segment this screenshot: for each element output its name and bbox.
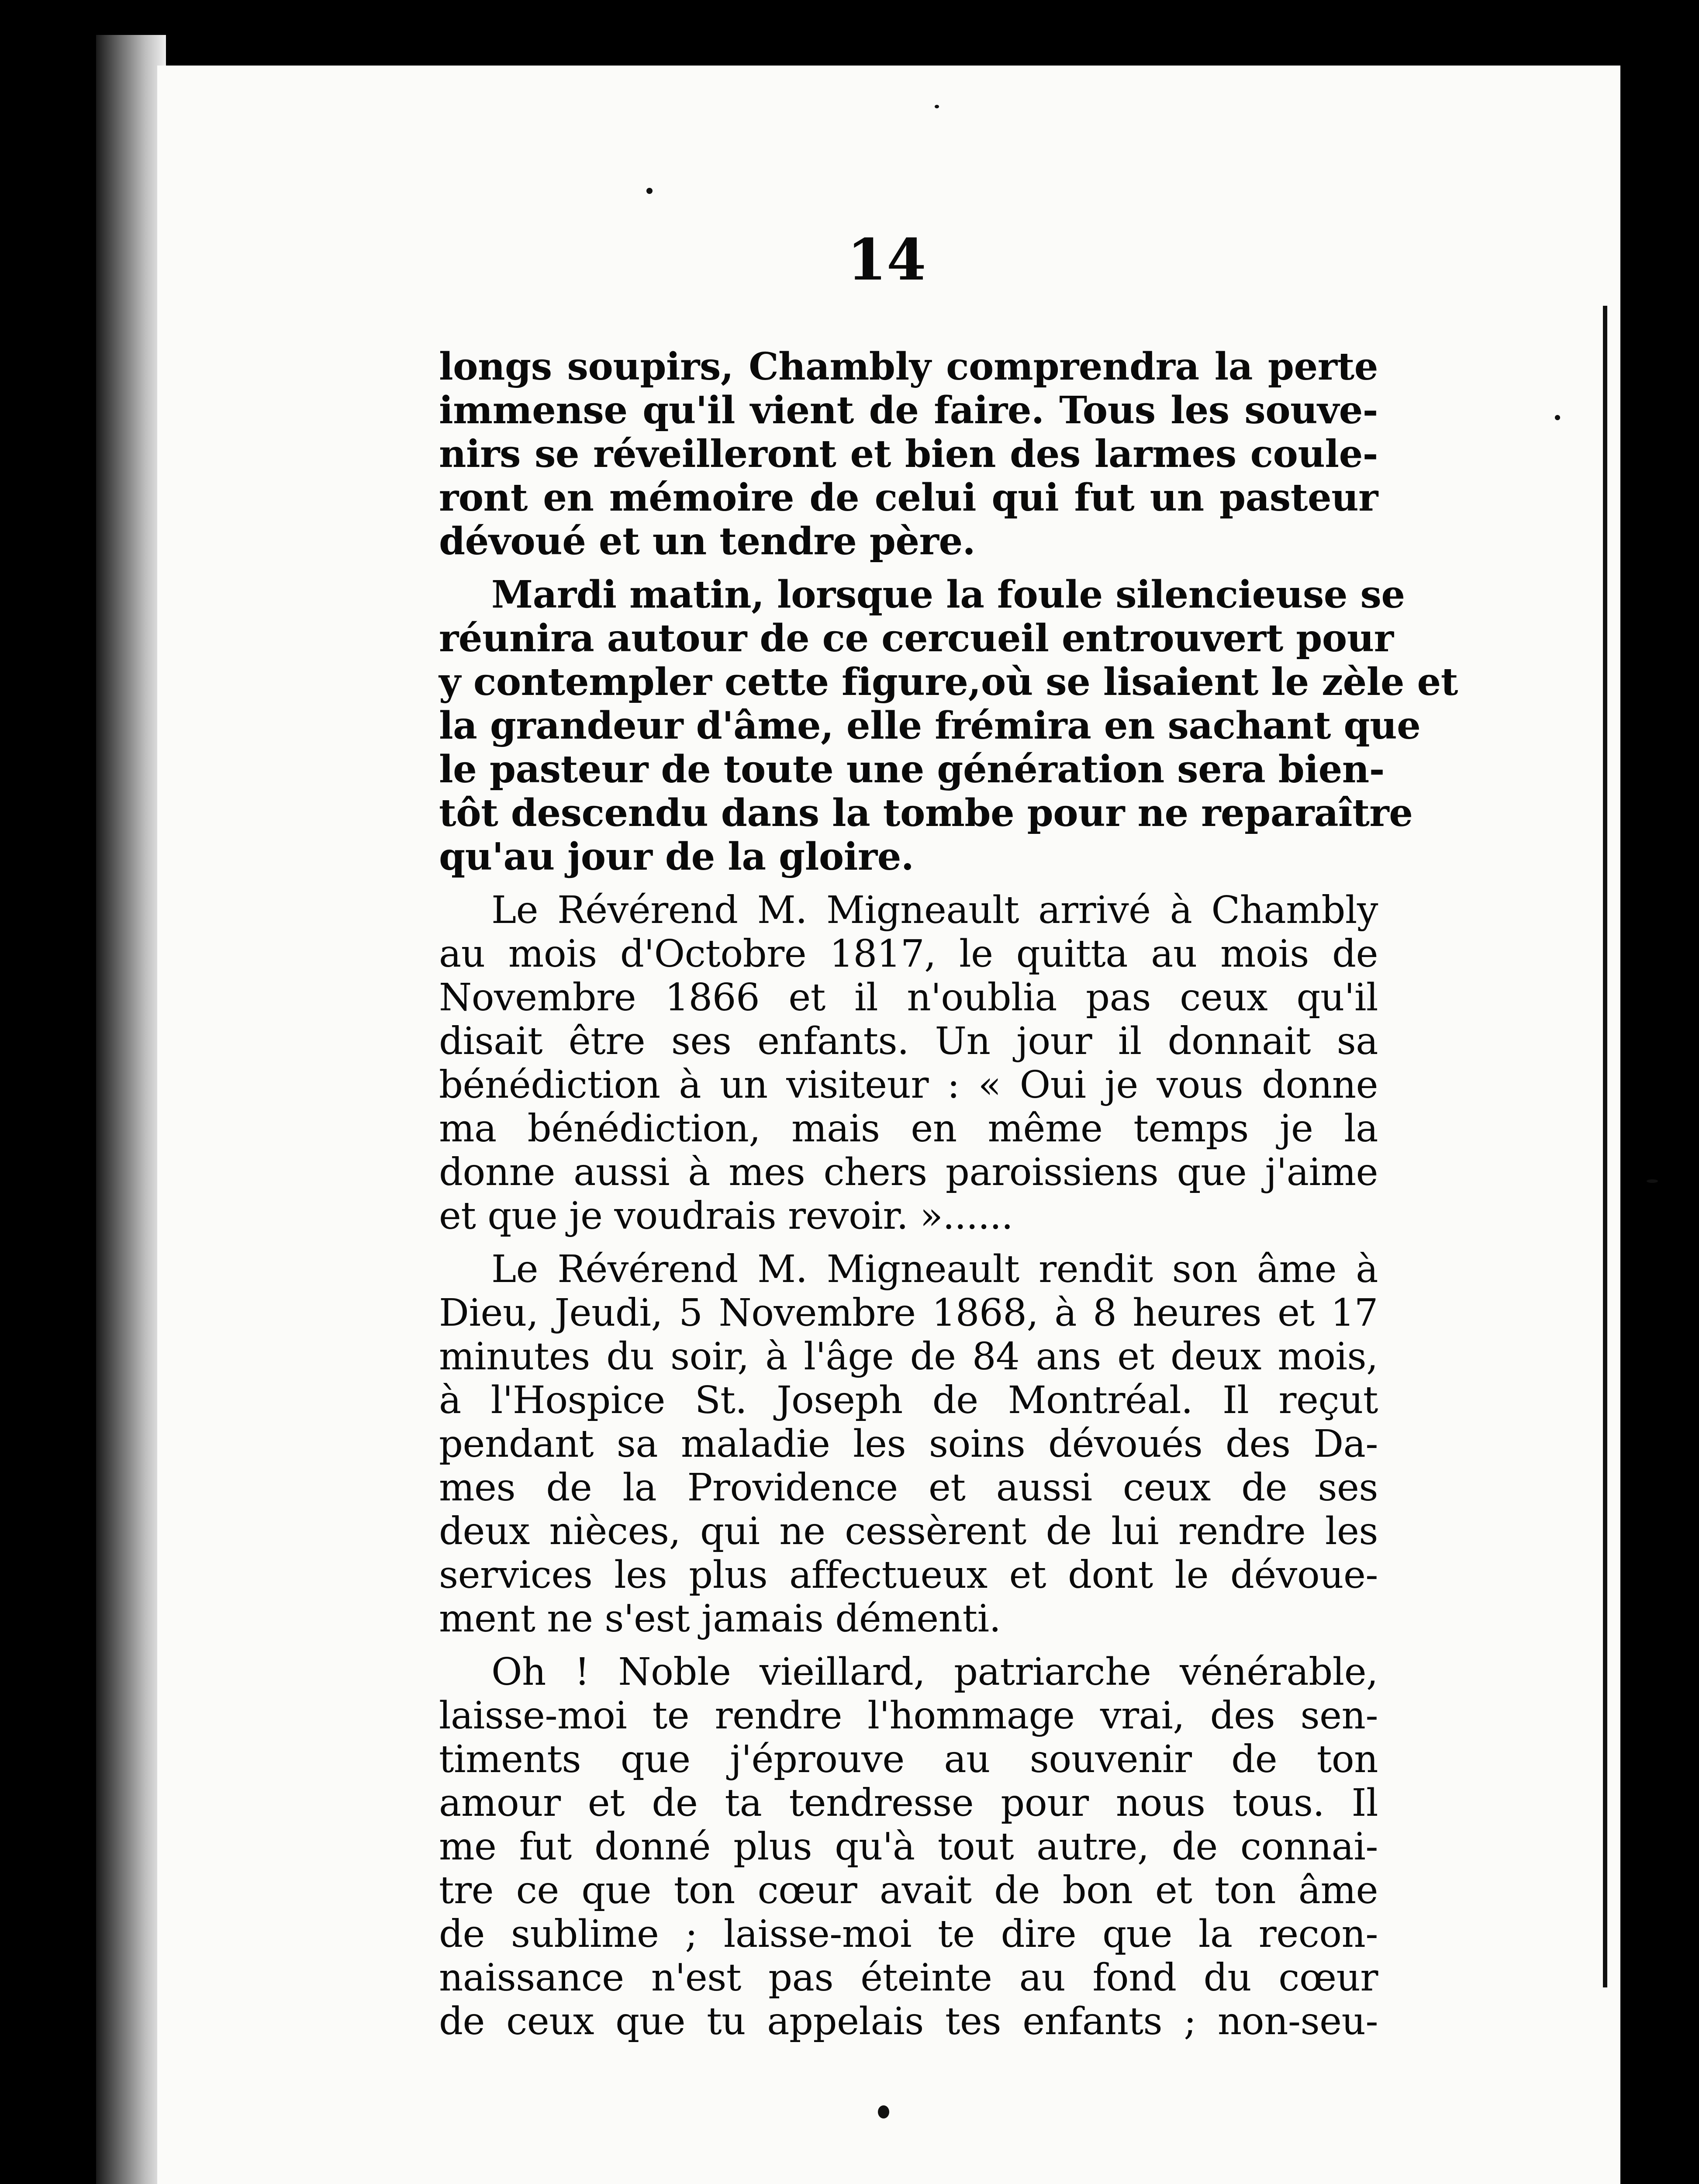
text-line: y contempler cette figure,où se lisaient le zèle et [439, 660, 1458, 704]
text-line: Novembre 1866 et il n'oublia pas ceux qu'il [439, 976, 1378, 1019]
text-line: services les plus affectueux et dont le dévoue- [439, 1553, 1378, 1597]
page-edge-line [1603, 306, 1607, 1987]
print-speck [646, 188, 653, 194]
text-line: la grandeur d'âme, elle frémira en sachant que [439, 704, 1421, 748]
text-line: tre ce que ton cœur avait de bon et ton âme [439, 1869, 1378, 1912]
text-line: minutes du soir, à l'âge de 84 ans et deux mois, [439, 1335, 1378, 1379]
text-line: amour et de ta tendresse pour nous tous. Il [439, 1781, 1378, 1825]
text-line: le pasteur de toute une génération sera bien- [439, 747, 1385, 791]
text-line: à l'Hospice St. Joseph de Montréal. Il reçut [439, 1379, 1378, 1422]
text-line: dévoué et un tendre père. [439, 519, 976, 563]
text-line: laisse-moi te rendre l'hommage vrai, des sen- [439, 1694, 1378, 1738]
text-line: ront en mémoire de celui qui fut un pasteur [439, 476, 1378, 520]
text-line: naissance n'est pas éteinte au fond du cœur [439, 1956, 1378, 2000]
text-line: Le Révérend M. Migneault rendit son âme à [491, 1248, 1378, 1291]
text-line: qu'au jour de la gloire. [439, 835, 914, 879]
text-line: Le Révérend M. Migneault arrivé à Chambly [491, 888, 1378, 932]
text-line: et que je voudrais revoir. »...... [439, 1194, 1013, 1238]
text-line: Dieu, Jeudi, 5 Novembre 1868, à 8 heures et 17 [439, 1291, 1378, 1335]
text-line: ma bénédiction, mais en même temps je la [439, 1107, 1378, 1151]
text-line: pendant sa maladie les soins dévoués des Da- [439, 1422, 1378, 1466]
text-line: donne aussi à mes chers paroissiens que j'aime [439, 1151, 1378, 1194]
text-line: nirs se réveilleront et bien des larmes coule- [439, 432, 1378, 476]
text-line: deux nièces, qui ne cessèrent de lui rendre les [439, 1510, 1378, 1553]
print-speck [935, 105, 939, 108]
paragraph [439, 573, 1458, 879]
text-line: disait être ses enfants. Un jour il donnait sa [439, 1019, 1378, 1063]
text-line: de sublime ; laisse-moi te dire que la recon- [439, 1912, 1378, 1956]
print-speck [1555, 415, 1560, 420]
text-line: réunira autour de ce cercueil entrouvert pour [439, 616, 1394, 660]
paragraph [439, 345, 1378, 563]
paragraph [439, 1650, 1378, 2043]
text-line: Mardi matin, lorsque la foule silencieuse se [491, 573, 1405, 617]
book-gutter-shadow [96, 35, 166, 2184]
text-line: immense qu'il vient de faire. Tous les souve- [439, 388, 1378, 432]
text-line: mes de la Providence et aussi ceux de ses [439, 1466, 1378, 1510]
text-line: me fut donné plus qu'à tout autre, de connai- [439, 1825, 1378, 1869]
print-speck [878, 2105, 889, 2118]
text-line: au mois d'Octobre 1817, le quitta au mois de [439, 932, 1378, 976]
text-line: timents que j'éprouve au souvenir de ton [439, 1738, 1378, 1781]
paragraph [439, 1248, 1378, 1641]
page-right-edge [1612, 66, 1620, 2184]
text-line: de ceux que tu appelais tes enfants ; non-seu- [439, 2000, 1378, 2043]
text-line: ment ne s'est jamais démenti. [439, 1597, 1001, 1641]
text-line: longs soupirs, Chambly comprendra la perte [439, 345, 1378, 389]
print-speck [1647, 1179, 1658, 1183]
body-text [439, 345, 1458, 2053]
paragraph [439, 888, 1378, 1238]
text-line: tôt descendu dans la tombe pour ne reparaître [439, 791, 1413, 835]
text-line: Oh ! Noble vieillard, patriarche vénérable, [491, 1650, 1378, 1694]
page-number: 14 [847, 226, 926, 293]
text-line: bénédiction à un visiteur : « Oui je vous donne [439, 1063, 1378, 1107]
